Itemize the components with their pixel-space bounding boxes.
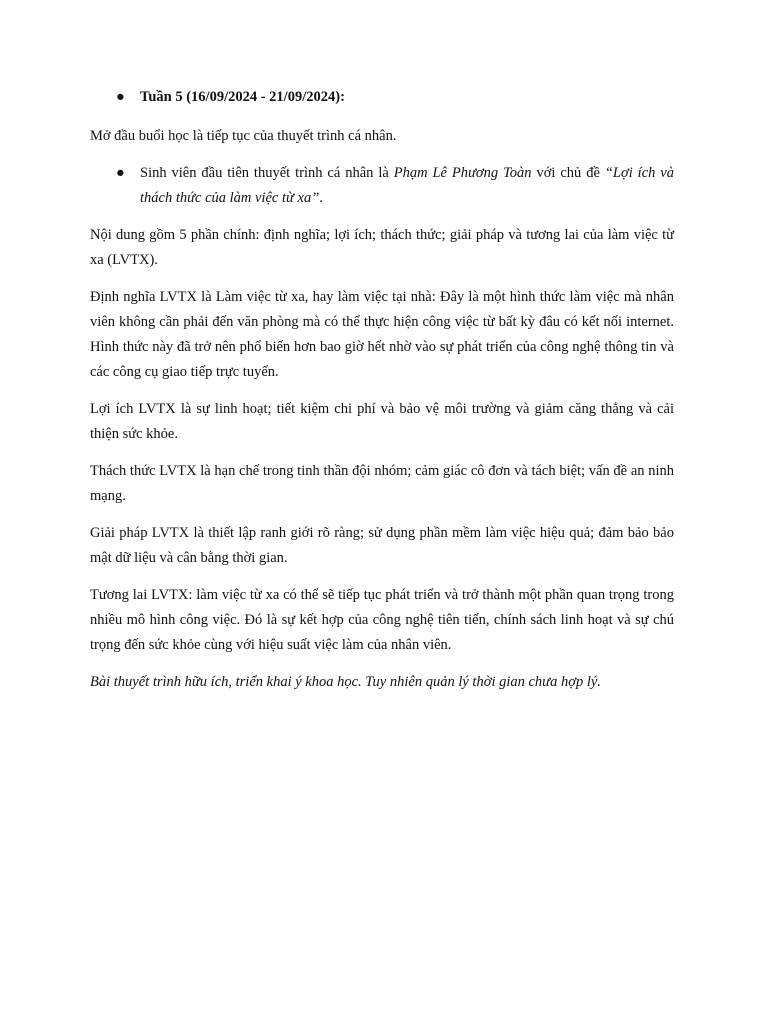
week-heading [90, 86, 674, 108]
document-page [90, 86, 674, 707]
presenter-name: Phạm Lê Phương Toàn [393, 165, 532, 181]
bullet-icon: ● [116, 165, 125, 181]
week-heading-text: Tuần 5 (16/09/2024 - 21/09/2024): [140, 89, 345, 105]
future-paragraph: Tương lai LVTX: làm việc từ xa có thể sẽ tiếp tục phát triển và trở thành một phần quan trọng trong nhiều mô hình công việc. Đó là sự kết hợp của công nghệ tiên tiến, chính sách linh hoạt và sự chú trọng đến sức khỏe cùng với hiệu suất việc làm của nhân viên. [90, 587, 674, 653]
presentation-topic: “Lợi ích và thách thức của làm việc từ xa” [140, 165, 674, 206]
conclusion-paragraph: Bài thuyết trình hữu ích, triển khai ý khoa học. Tuy nhiên quản lý thời gian chưa hợp lý. [90, 674, 601, 690]
benefits-paragraph: Lợi ích LVTX là sự linh hoạt; tiết kiệm chi phí và bảo vệ môi trường và giảm căng thẳng và cải thiện sức khỏe. [90, 401, 674, 442]
list-text-before: Sinh viên đầu tiên thuyết trình cá nhân là [140, 165, 394, 181]
bullet-icon: ● [116, 89, 125, 105]
content-overview-paragraph: Nội dung gồm 5 phần chính: định nghĩa; lợi ích; thách thức; giải pháp và tương lai của làm việc từ xa (LVTX). [90, 227, 674, 268]
presenter-list-item [90, 161, 674, 211]
list-text-after: . [319, 190, 323, 206]
intro-paragraph: Mở đầu buổi học là tiếp tục của thuyết trình cá nhân. [90, 128, 397, 144]
challenges-paragraph: Thách thức LVTX là hạn chế trong tinh thần đội nhóm; cảm giác cô đơn và tách biệt; vấn đề an ninh mạng. [90, 463, 674, 504]
solutions-paragraph: Giải pháp LVTX là thiết lập ranh giới rõ ràng; sử dụng phần mềm làm việc hiệu quả; đảm bảo bảo mật dữ liệu và cân bằng thời gian. [90, 525, 674, 566]
definition-paragraph: Định nghĩa LVTX là Làm việc từ xa, hay làm việc tại nhà: Đây là một hình thức làm việc mà nhân viên không cần phải đến văn phòng mà có thể thực hiện công việc từ bất kỳ đâu có kết nối internet. Hình thức này đã trở nên phổ biến hơn bao giờ hết nhờ vào sự phát triển của công nghệ thông tin và các công cụ giao tiếp trực tuyến. [90, 289, 674, 380]
list-text-middle: với chủ đề [531, 165, 605, 181]
